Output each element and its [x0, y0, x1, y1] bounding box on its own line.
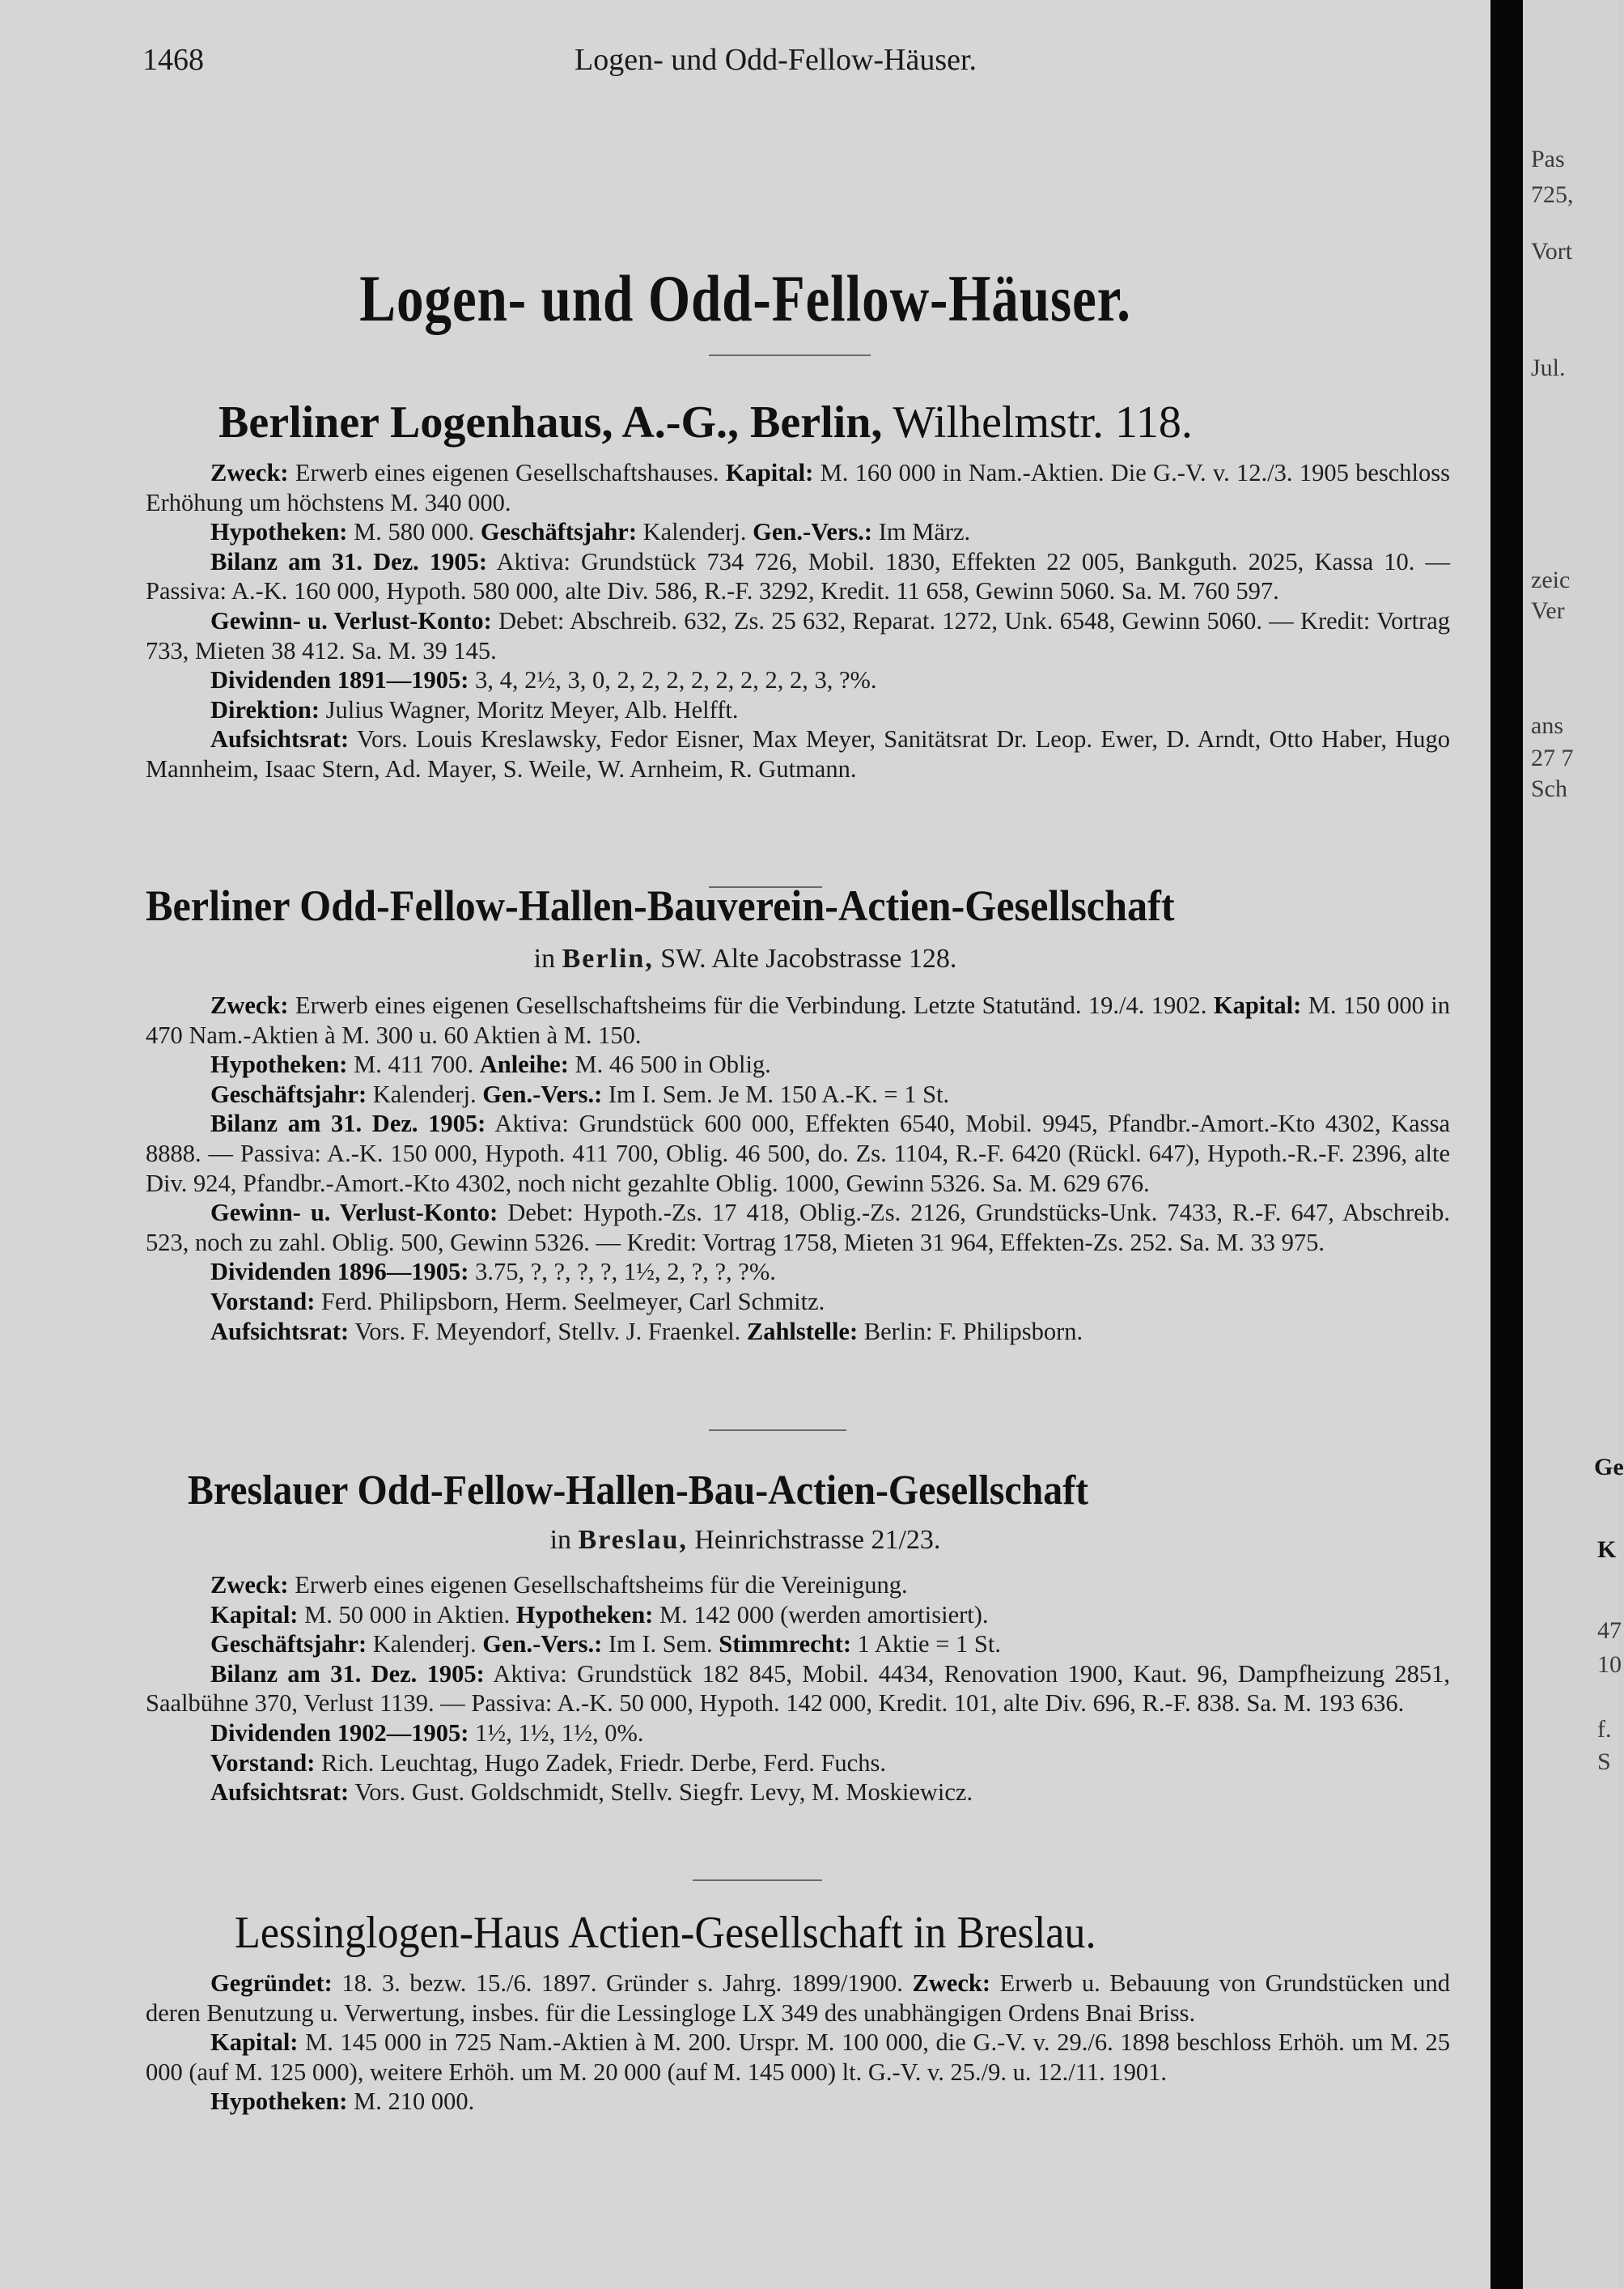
- field-label: Anleihe:: [479, 1051, 569, 1079]
- field-label: Gen.-Vers.:: [482, 1630, 603, 1658]
- field-label: Zweck:: [912, 1969, 991, 1997]
- company-location: [0, 944, 1490, 975]
- field-label: Vorstand:: [210, 1287, 316, 1315]
- adjacent-fragment: Pas: [1531, 146, 1565, 172]
- field-value: Kalenderj.: [372, 1080, 477, 1108]
- field-label: Direktion:: [210, 695, 320, 724]
- field-value: Aktiva: Grundstück 600 000, Effekten 6540, Mobil. 9945, Pfandbr.-Amort.-Kto 4302, Kassa 8888. — Passiva: A.-K. 150 000, Hypoth. 411 700, Oblig. 46 500, do. Zs. 1104, R.-F. 6420 (Rückl. 647), Hypoth.-R.-F. 2396, alte Div. 924, Pfandbr.-Amort.-Kto 4302, noch nicht gezahlte Oblig. 1000, Gewinn 5326. Sa. M. 629 676.: [146, 1110, 1450, 1197]
- field-label: Dividenden 1902—1905:: [210, 1718, 469, 1747]
- field-label: Kapital:: [725, 459, 814, 486]
- field-value: Vors. F. Meyendorf, Stellv. J. Fraenkel.: [354, 1317, 741, 1345]
- field-label: Kapital:: [210, 1600, 299, 1629]
- company-name: Lessinglogen-Haus Actien-Gesellschaft in Breslau.: [235, 1908, 1096, 1958]
- field-label: Zahlstelle:: [746, 1317, 859, 1345]
- title-divider: [709, 355, 871, 356]
- adjacent-fragment: K: [1597, 1536, 1617, 1563]
- field-value: 1 Aktie = 1 St.: [857, 1630, 1001, 1658]
- field-label: Hypotheken:: [210, 1051, 348, 1079]
- location-city: Berlin,: [562, 944, 654, 974]
- location-address: Heinrichstrasse 21/23.: [694, 1525, 941, 1555]
- field-value: Erwerb u. Bebauung von Grundstücken und deren Benutzung u. Verwertung, insbes. für die Lessingloge LX 349 des unabhängigen Ordens Bnai Briss.: [146, 1969, 1451, 2027]
- company-location: [0, 1525, 1490, 1556]
- company-title: [235, 1907, 1096, 1959]
- field-value: M. 46 500 in Oblig.: [575, 1051, 771, 1079]
- adjacent-fragment: Ge: [1594, 1454, 1624, 1480]
- field-label: Kapital:: [210, 2028, 299, 2057]
- adjacent-fragment: Jul.: [1531, 355, 1566, 381]
- field-value: 3.75, ?, ?, ?, ?, 1½, 2, ?, ?, ?%.: [475, 1258, 776, 1286]
- field-value: Rich. Leuchtag, Hugo Zadek, Friedr. Derbe, Ferd. Fuchs.: [321, 1748, 886, 1777]
- field-value: Kalenderj.: [372, 1630, 477, 1658]
- field-value: Vors. Louis Kreslawsky, Fedor Eisner, Max Meyer, Sanitätsrat Dr. Leop. Ewer, D. Arndt, Otto Haber, Hugo Mannheim, Isaac Stern, Ad. Mayer, S. Weile, W. Arnheim, R. Gutmann.: [146, 725, 1450, 783]
- field-value: Aktiva: Grundstück 182 845, Mobil. 4434, Renovation 1900, Kaut. 96, Dampfheizung 2851, Saalbühne 370, Verlust 1139. — Passiva: A.-K. 50 000, Hypoth. 142 000, Kredit. 101, alte Div. 696, R.-F. 838. Sa. M. 193 636.: [146, 1659, 1450, 1718]
- field-label: Zweck:: [210, 459, 289, 486]
- field-label: Geschäftsjahr:: [210, 1080, 367, 1108]
- field-label: Kapital:: [1213, 992, 1302, 1019]
- field-value: M. 145 000 in 725 Nam.-Aktien à M. 200. Urspr. M. 100 000, die G.-V. v. 29./6. 1898 beschloss Erhöh. um M. 25 000 (auf M. 125 000), weitere Erhöh. um M. 20 000 (auf M. 145 000) lt. G.-V. v. 25./9. u. 12./11. 1901.: [146, 2028, 1451, 2086]
- field-value: M. 142 000 (werden amortisiert).: [659, 1600, 989, 1629]
- adjacent-fragment: 725,: [1531, 181, 1574, 208]
- adjacent-fragment: Vort: [1531, 238, 1573, 265]
- company-entry: [146, 1968, 1450, 2117]
- company-address: Wilhelmstr. 118.: [893, 397, 1193, 448]
- field-value: M. 210 000.: [354, 2087, 475, 2116]
- adjacent-fragment: Sch: [1531, 775, 1567, 802]
- section-title: Logen- und Odd-Fellow-Häuser.: [359, 261, 1131, 335]
- location-prefix: in: [533, 944, 556, 974]
- field-value: Im März.: [878, 518, 971, 546]
- company-entry: [146, 458, 1450, 784]
- field-label: Hypotheken:: [210, 518, 348, 546]
- page-number: 1468: [142, 43, 204, 77]
- field-value: 18. 3. bezw. 15./6. 1897. Gründer s. Jahrg. 1899/1900.: [341, 1969, 903, 1997]
- field-value: Im I. Sem.: [608, 1630, 713, 1658]
- field-value: Julius Wagner, Moritz Meyer, Alb. Helfft.: [325, 695, 739, 724]
- field-label: Stimmrecht:: [719, 1630, 851, 1658]
- field-label: Zweck:: [210, 1571, 289, 1599]
- entry-divider: [709, 1429, 846, 1431]
- adjacent-fragment: S: [1597, 1748, 1611, 1775]
- field-value: M. 150 000 in 470 Nam.-Aktien à M. 300 u. 60 Aktien à M. 150.: [146, 992, 1451, 1049]
- field-value: M. 50 000 in Aktien.: [304, 1600, 511, 1629]
- field-label: Bilanz am 31. Dez. 1905:: [210, 547, 488, 575]
- field-label: Aufsichtsrat:: [210, 1317, 350, 1345]
- page-gutter: [1490, 0, 1523, 2289]
- company-name: Breslauer Odd-Fellow-Hallen-Bau-Actien-Gesellschaft: [188, 1467, 1089, 1514]
- adjacent-fragment: zeic: [1531, 567, 1571, 593]
- field-label: Hypotheken:: [210, 2087, 348, 2116]
- adjacent-fragment: 47: [1597, 1617, 1622, 1644]
- field-label: Vorstand:: [210, 1748, 316, 1777]
- company-title: [218, 397, 1193, 448]
- field-label: Gegründet:: [210, 1969, 333, 1997]
- field-value: Erwerb eines eigenen Gesellschaftsheims für die Vereinigung.: [295, 1571, 908, 1599]
- location-prefix: in: [549, 1525, 572, 1555]
- field-value: Vors. Gust. Goldschmidt, Stellv. Siegfr. Levy, M. Moskiewicz.: [354, 1778, 973, 1807]
- field-label: Aufsichtsrat:: [210, 1778, 350, 1807]
- field-value: Kalenderj.: [642, 518, 747, 546]
- field-label: Aufsichtsrat:: [210, 725, 350, 754]
- adjacent-fragment: 27 7: [1531, 745, 1574, 771]
- field-value: M. 160 000 in Nam.-Aktien. Die G.-V. v. 12./3. 1905 beschloss Erhöhung um höchstens M. 340 000.: [146, 459, 1451, 516]
- company-name: Berliner Logenhaus, A.-G., Berlin,: [218, 397, 883, 448]
- field-value: 3, 4, 2½, 3, 0, 2, 2, 2, 2, 2, 2, 2, 2, 3, ?%.: [475, 666, 877, 694]
- field-value: M. 411 700.: [354, 1051, 474, 1079]
- field-label: Geschäftsjahr:: [210, 1630, 367, 1658]
- adjacent-fragment: 10: [1597, 1651, 1622, 1678]
- running-header: Logen- und Odd-Fellow-Häuser.: [575, 43, 977, 77]
- field-value: Ferd. Philipsborn, Herm. Seelmeyer, Carl Schmitz.: [321, 1287, 825, 1315]
- adjacent-fragment: Ver: [1531, 597, 1565, 624]
- field-label: Gewinn- u. Verlust-Konto:: [210, 1199, 498, 1227]
- field-value: Erwerb eines eigenen Gesellschaftsheims für die Verbindung. Letzte Statutänd. 19./4. 1902.: [295, 992, 1207, 1019]
- company-entry: [146, 991, 1450, 1346]
- field-value: M. 580 000.: [354, 518, 475, 546]
- company-title: [188, 1467, 1088, 1514]
- field-label: Gen.-Vers.:: [753, 518, 873, 546]
- company-entry: [146, 1570, 1450, 1807]
- entry-divider: [693, 1879, 822, 1881]
- adjacent-page-edge: [1523, 0, 1624, 2289]
- company-title: [146, 881, 1175, 931]
- field-value: 1½, 1½, 1½, 0%.: [475, 1718, 644, 1747]
- field-value: Erwerb eines eigenen Gesellschaftshauses.: [295, 459, 719, 486]
- location-address: SW. Alte Jacobstrasse 128.: [660, 944, 957, 974]
- adjacent-fragment: f.: [1597, 1716, 1612, 1743]
- field-label: Dividenden 1896—1905:: [210, 1258, 469, 1286]
- field-value: Aktiva: Grundstück 734 726, Mobil. 1830, Effekten 22 005, Bankguth. 2025, Kassa 10. — Passiva: A.-K. 160 000, Hypoth. 580 000, alte Div. 586, R.-F. 3292, Kredit. 11 658, Gewinn 5060. Sa. M. 760 597.: [146, 547, 1450, 605]
- field-value: Berlin: F. Philipsborn.: [863, 1317, 1083, 1345]
- field-label: Gen.-Vers.:: [482, 1080, 603, 1108]
- field-label: Gewinn- u. Verlust-Konto:: [210, 606, 492, 635]
- field-label: Geschäftsjahr:: [480, 518, 637, 546]
- field-value: Debet: Abschreib. 632, Zs. 25 632, Reparat. 1272, Unk. 6548, Gewinn 5060. — Kredit: Vortrag 733, Mieten 38 412. Sa. M. 39 145.: [146, 606, 1450, 665]
- adjacent-fragment: ans: [1531, 712, 1563, 739]
- field-value: Im I. Sem. Je M. 150 A.-K. = 1 St.: [608, 1080, 950, 1108]
- field-label: Bilanz am 31. Dez. 1905:: [210, 1110, 486, 1138]
- field-value: Debet: Hypoth.-Zs. 17 418, Oblig.-Zs. 2126, Grundstücks-Unk. 7433, R.-F. 647, Abschreib. 523, noch zu zahl. Oblig. 500, Gewinn 5326. — Kredit: Vortrag 1758, Mieten 31 964, Effekten-Zs. 252. Sa. M. 33 975.: [146, 1199, 1451, 1256]
- field-label: Dividenden 1891—1905:: [210, 666, 469, 694]
- location-city: Breslau,: [578, 1525, 688, 1555]
- field-label: Zweck:: [210, 992, 289, 1019]
- company-name: Berliner Odd-Fellow-Hallen-Bauverein-Actien-Gesellschaft: [146, 881, 1175, 930]
- field-label: Bilanz am 31. Dez. 1905:: [210, 1659, 485, 1688]
- field-label: Hypotheken:: [515, 1600, 654, 1629]
